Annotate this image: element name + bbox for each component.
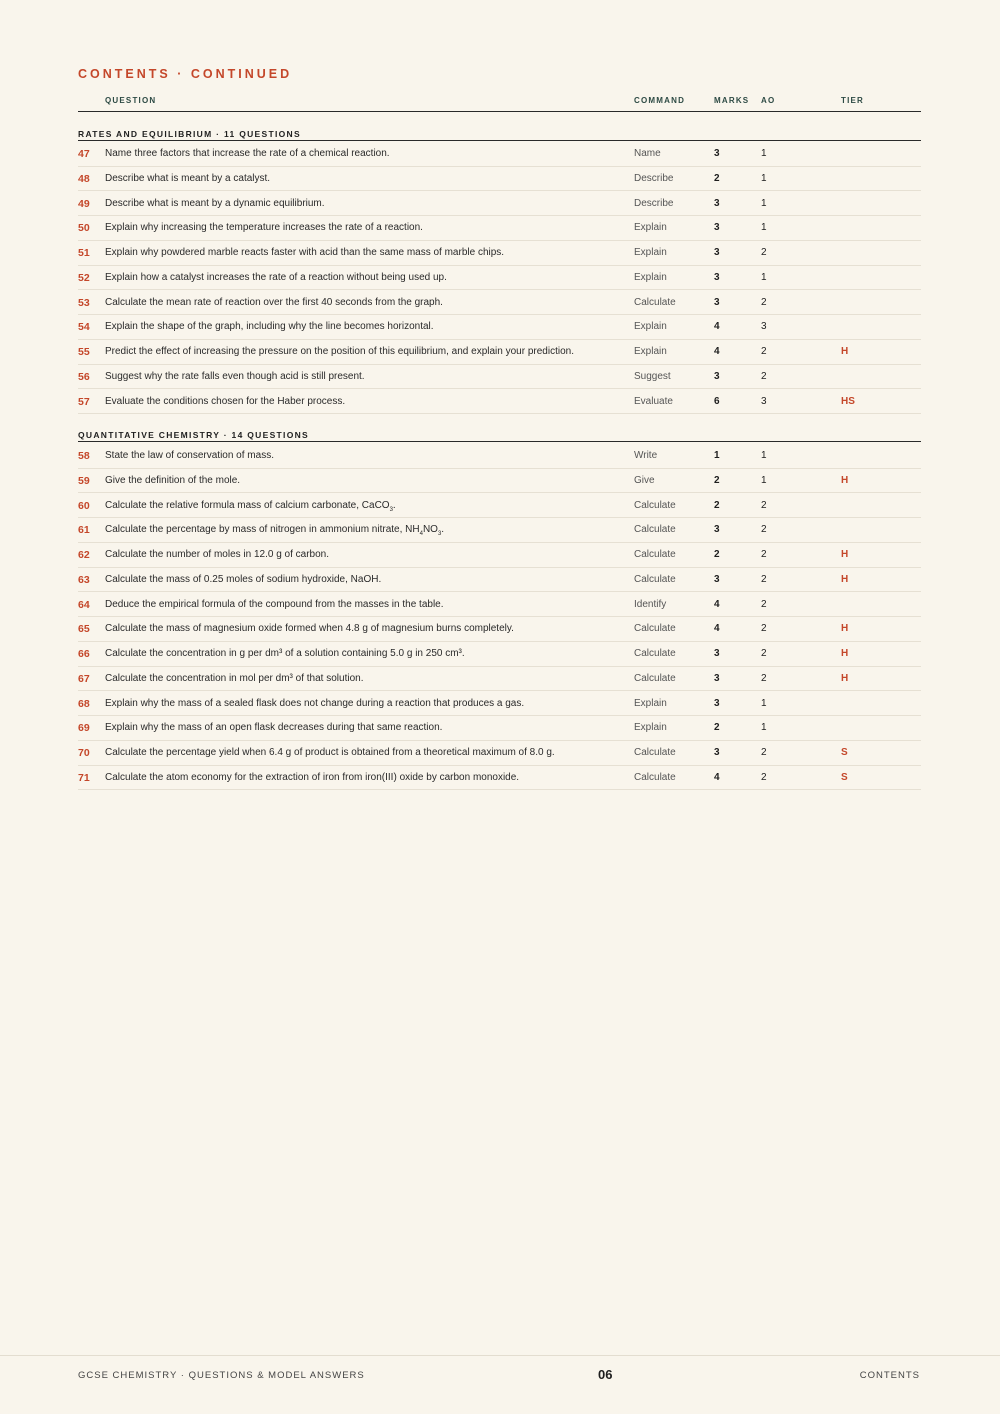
tier-badge: H	[841, 549, 849, 560]
command-word: Explain	[634, 346, 667, 357]
column-marks: MARKS	[714, 96, 750, 105]
table-row	[78, 141, 921, 167]
question-number: 70	[78, 747, 90, 759]
command-word: Give	[634, 474, 655, 486]
question-number: 62	[78, 549, 90, 561]
ao-value: 2	[761, 370, 767, 382]
column-ao: AO	[761, 96, 776, 105]
table-row	[78, 240, 921, 266]
section-title: RATES AND EQUILIBRIUM · 11 QUESTIONS	[78, 129, 301, 139]
command-word: Describe	[634, 197, 674, 209]
marks-value: 2	[714, 172, 720, 184]
question-text: Calculate the relative formula mass of calcium carbonate, CaCO$_3$.	[105, 499, 396, 513]
command-word: Calculate	[634, 648, 676, 659]
tier-badge: S	[841, 771, 848, 783]
question-number: 52	[78, 271, 90, 284]
marks-value: 3	[714, 271, 720, 283]
question-text: Give the definition of the mole.	[105, 474, 241, 486]
column-question: QUESTION	[105, 96, 157, 105]
question-text: Explain why powdered marble reacts faster with acid than the same mass of marble chips.	[105, 247, 505, 258]
question-text: Describe what is meant by a dynamic equilibrium.	[105, 197, 325, 209]
tier-badge: H	[841, 672, 849, 684]
question-text: Explain why increasing the temperature increases the rate of a reaction.	[105, 222, 423, 234]
ao-value: 1	[761, 172, 767, 184]
question-text: Suggest why the rate falls even though acid is still present.	[105, 370, 365, 382]
table-row	[78, 517, 921, 543]
table-row	[78, 765, 921, 791]
ao-value: 2	[761, 672, 767, 684]
question-text: Explain why the mass of an open flask decreases during that same reaction.	[105, 722, 443, 734]
ao-value: 2	[761, 598, 767, 610]
question-text: Describe what is meant by a catalyst.	[105, 172, 271, 184]
question-number: 49	[78, 197, 90, 210]
section-header	[78, 425, 921, 442]
command-word: Calculate	[634, 573, 676, 585]
command-word: Calculate	[634, 771, 676, 783]
table-row	[78, 691, 921, 717]
command-word: Explain	[634, 321, 667, 333]
marks-value: 4	[714, 771, 720, 783]
question-text: Calculate the concentration in g per dm³ of a solution containing 5.0 g in 250 cm³.	[105, 648, 465, 659]
table-row	[78, 166, 921, 192]
question-text: Calculate the percentage yield when 6.4 g of product is obtained from a theoretical maximum of 8.0 g.	[105, 747, 555, 758]
table-row	[78, 740, 921, 766]
question-text: Predict the effect of increasing the pressure on the position of this equilibrium, and explain your prediction.	[105, 346, 574, 357]
question-text: Explain how a catalyst increases the rate of a reaction without being used up.	[105, 271, 447, 283]
question-text: Deduce the empirical formula of the compound from the masses in the table.	[105, 598, 444, 610]
question-number: 69	[78, 722, 90, 735]
page-number: 06	[598, 1367, 613, 1382]
marks-value: 3	[714, 247, 720, 258]
question-number: 54	[78, 321, 90, 334]
ao-value: 2	[761, 499, 767, 511]
command-word: Explain	[634, 247, 667, 258]
question-number: 68	[78, 697, 90, 710]
question-text: Calculate the atom economy for the extraction of iron from iron(III) oxide by carbon monoxide.	[105, 771, 520, 783]
ao-value: 2	[761, 346, 767, 357]
question-number: 64	[78, 598, 90, 611]
tier-badge: H	[841, 474, 849, 486]
command-word: Describe	[634, 172, 674, 184]
question-number: 55	[78, 346, 90, 358]
marks-value: 3	[714, 648, 720, 659]
marks-value: 3	[714, 148, 720, 159]
tier-badge: HS	[841, 395, 855, 407]
marks-value: 3	[714, 672, 720, 684]
marks-value: 4	[714, 598, 720, 610]
ao-value: 2	[761, 771, 767, 783]
ao-value: 1	[761, 450, 767, 461]
table-row	[78, 592, 921, 618]
ao-value: 1	[761, 697, 767, 709]
command-word: Calculate	[634, 623, 676, 635]
table-row	[78, 389, 921, 415]
command-word: Evaluate	[634, 395, 673, 407]
table-row	[78, 191, 921, 217]
ao-value: 1	[761, 722, 767, 734]
marks-value: 3	[714, 697, 720, 709]
ao-value: 3	[761, 321, 767, 333]
ao-value: 2	[761, 573, 767, 585]
command-word: Calculate	[634, 296, 676, 308]
command-word: Calculate	[634, 747, 676, 758]
footer-section: CONTENTS	[859, 1370, 920, 1381]
ao-value: 3	[761, 395, 767, 407]
table-row	[78, 215, 921, 241]
page-heading: CONTENTS · CONTINUED	[78, 67, 293, 81]
tier-badge: H	[841, 623, 849, 635]
ao-value: 2	[761, 549, 767, 560]
table-row	[78, 493, 921, 519]
marks-value: 3	[714, 197, 720, 209]
question-number: 60	[78, 499, 90, 512]
table-row	[78, 468, 921, 494]
marks-value: 4	[714, 623, 720, 635]
question-number: 67	[78, 672, 90, 685]
marks-value: 1	[714, 450, 720, 461]
question-text: Calculate the concentration in mol per dm³ of that solution.	[105, 672, 364, 684]
question-number: 51	[78, 247, 90, 259]
table-row	[78, 666, 921, 692]
footer-title: GCSE CHEMISTRY · QUESTIONS & MODEL ANSWERS	[78, 1370, 365, 1381]
table-row	[78, 265, 921, 291]
ao-value: 2	[761, 247, 767, 258]
tier-badge: S	[841, 747, 848, 758]
command-word: Explain	[634, 722, 667, 734]
table-row	[78, 641, 921, 667]
question-number: 47	[78, 148, 90, 160]
marks-value: 3	[714, 370, 720, 382]
question-number: 58	[78, 450, 90, 462]
marks-value: 6	[714, 395, 720, 407]
marks-value: 3	[714, 747, 720, 758]
table-row	[78, 314, 921, 340]
table-row	[78, 542, 921, 568]
question-text: Calculate the percentage by mass of nitrogen in ammonium nitrate, $NH_4NO_3$.	[105, 524, 445, 538]
ao-value: 2	[761, 747, 767, 758]
ao-value: 2	[761, 623, 767, 635]
table-row	[78, 290, 921, 316]
question-number: 65	[78, 623, 90, 636]
question-text: Calculate the mean rate of reaction over the first 40 seconds from the graph.	[105, 296, 443, 308]
question-number: 59	[78, 474, 90, 487]
marks-value: 4	[714, 346, 720, 357]
ao-value: 1	[761, 222, 767, 234]
table-row	[78, 364, 921, 390]
table-row	[78, 567, 921, 593]
column-command: COMMAND	[634, 96, 686, 105]
ao-value: 2	[761, 648, 767, 659]
question-number: 57	[78, 395, 90, 408]
table-row	[78, 616, 921, 642]
question-text: State the law of conservation of mass.	[105, 450, 274, 461]
question-text: Explain the shape of the graph, including why the line becomes horizontal.	[105, 321, 434, 333]
ao-value: 2	[761, 296, 767, 308]
tier-badge: H	[841, 573, 849, 585]
page-footer	[0, 1355, 1000, 1414]
question-number: 61	[78, 524, 90, 537]
marks-value: 3	[714, 524, 720, 536]
command-word: Suggest	[634, 370, 671, 382]
question-number: 53	[78, 296, 90, 309]
command-word: Explain	[634, 697, 667, 709]
command-word: Write	[634, 450, 658, 461]
section-header	[78, 124, 921, 141]
question-text: Calculate the mass of 0.25 moles of sodium hydroxide, NaOH.	[105, 573, 382, 585]
question-text: Explain why the mass of a sealed flask does not change during a reaction that produces a gas.	[105, 697, 525, 709]
command-word: Explain	[634, 271, 667, 283]
command-word: Calculate	[634, 499, 676, 511]
command-word: Identify	[634, 598, 667, 610]
command-word: Name	[634, 148, 661, 159]
command-word: Calculate	[634, 549, 676, 560]
marks-value: 3	[714, 222, 720, 234]
tier-badge: H	[841, 648, 849, 659]
question-number: 66	[78, 648, 90, 660]
table-row	[78, 715, 921, 741]
ao-value: 1	[761, 271, 767, 283]
question-number: 71	[78, 771, 90, 784]
question-number: 48	[78, 172, 90, 185]
command-word: Explain	[634, 222, 667, 234]
section-title: QUANTITATIVE CHEMISTRY · 14 QUESTIONS	[78, 430, 310, 440]
marks-value: 2	[714, 474, 720, 486]
question-number: 56	[78, 370, 90, 383]
command-word: Calculate	[634, 524, 676, 536]
marks-value: 2	[714, 722, 720, 734]
table-row	[78, 443, 921, 469]
question-text: Evaluate the conditions chosen for the Haber process.	[105, 395, 346, 407]
ao-value: 1	[761, 474, 767, 486]
question-number: 63	[78, 573, 90, 586]
marks-value: 4	[714, 321, 720, 333]
ao-value: 2	[761, 524, 767, 536]
marks-value: 3	[714, 296, 720, 308]
column-tier: TIER	[841, 96, 865, 105]
table-row	[78, 339, 921, 365]
question-text: Calculate the number of moles in 12.0 g of carbon.	[105, 549, 330, 560]
question-text: Calculate the mass of magnesium oxide formed when 4.8 g of magnesium burns completely.	[105, 623, 514, 635]
question-number: 50	[78, 222, 90, 235]
ao-value: 1	[761, 148, 767, 159]
marks-value: 3	[714, 573, 720, 585]
tier-badge: H	[841, 346, 849, 357]
marks-value: 2	[714, 549, 720, 560]
column-header-row	[78, 96, 921, 112]
marks-value: 2	[714, 499, 720, 511]
question-text: Name three factors that increase the rate of a chemical reaction.	[105, 148, 390, 159]
command-word: Calculate	[634, 672, 676, 684]
ao-value: 1	[761, 197, 767, 209]
